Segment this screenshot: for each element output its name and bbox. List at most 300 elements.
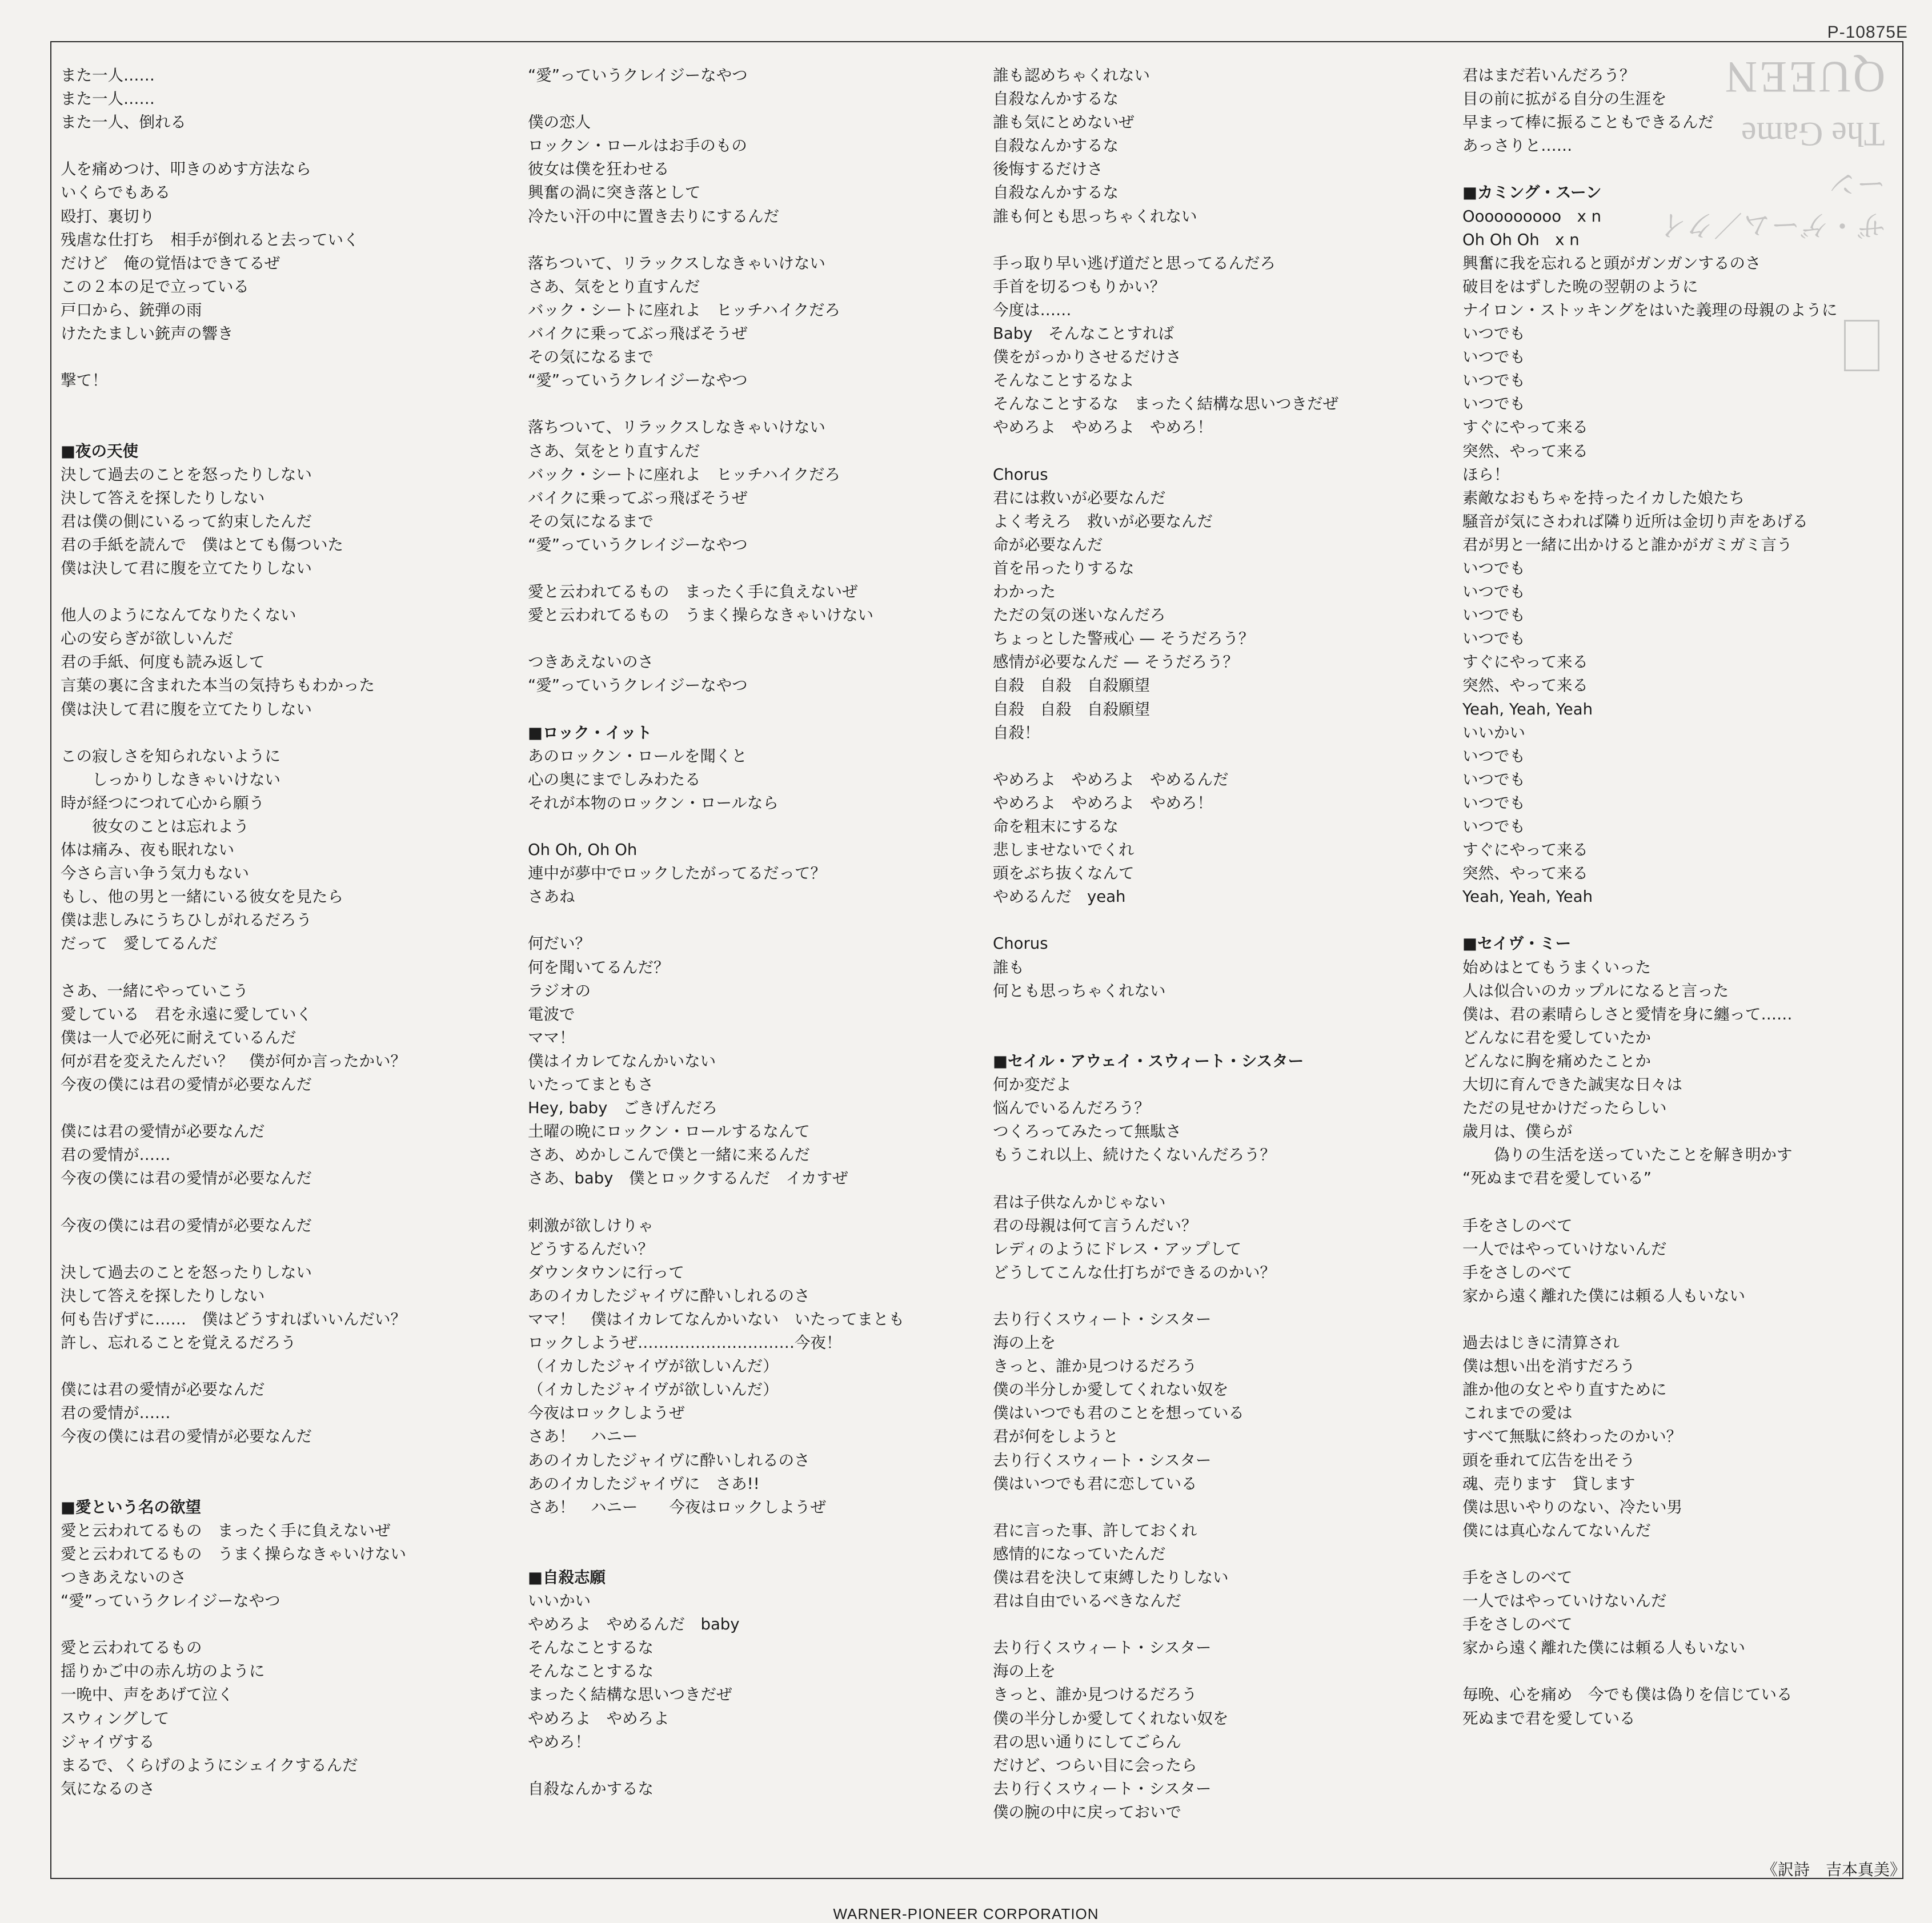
- lyric-line: 素敵なおもちゃを持ったイカした娘たち: [1462, 488, 1745, 507]
- lyric-line: 始めはとてもうまくいった: [1462, 958, 1651, 977]
- lyric-line: いいかい: [1462, 723, 1525, 742]
- lyric-line: 電波で: [528, 1005, 575, 1023]
- lyric-line: 僕の半分しか愛してくれない奴を: [993, 1709, 1229, 1728]
- ghost-band-name: QUEEN: [1722, 53, 1885, 102]
- lyric-line: 僕はいつでも君のことを想っている: [993, 1404, 1244, 1423]
- lyric-line: 海の上を: [993, 1662, 1056, 1681]
- lyric-line: いくらでもある: [61, 183, 171, 202]
- lyric-line: 何か変だよ: [993, 1075, 1072, 1094]
- lyric-line: だけど 俺の覚悟はできてるぜ: [61, 254, 280, 272]
- lyric-line: 心の奥にまでしみわたる: [528, 770, 701, 789]
- lyric-line: （イカしたジャイヴが欲しいんだ）: [528, 1357, 779, 1376]
- lyric-line: 騒音が気にさわれば隣り近所は金切り声をあげる: [1462, 512, 1808, 531]
- lyric-line: 死ぬまで君を愛している: [1462, 1709, 1636, 1728]
- lyric-line: 愛と云われてるもの うまく操らなきゃいけない: [61, 1544, 406, 1563]
- lyric-line: その気になるまで: [528, 348, 654, 367]
- stanza-break: [61, 134, 495, 158]
- lyric-line: つきあえないのさ: [61, 1568, 186, 1587]
- lyric-line: 誰も: [993, 958, 1024, 977]
- lyric-line: いつでも: [1462, 770, 1525, 789]
- lyric-line: わかった: [993, 583, 1056, 601]
- lyric-line: 君の思い通りにしてごらん: [993, 1732, 1181, 1751]
- lyric-line: ロックしようぜ…………………………今夜！: [528, 1334, 842, 1352]
- lyric-line: 戸口から、銃弾の雨: [61, 300, 202, 319]
- lyric-line: 今度は……: [993, 300, 1072, 319]
- lyric-line: バック・シートに座れよ ヒッチハイクだろ: [528, 465, 840, 484]
- lyric-line: 僕には君の愛情が必要なんだ: [61, 1122, 265, 1141]
- lyric-line: 感情的になっていたんだ: [993, 1544, 1166, 1563]
- lyric-line: 気になるのさ: [61, 1779, 155, 1798]
- stanza-break: [61, 1449, 495, 1472]
- stanza-break: [1462, 158, 1897, 181]
- lyric-line: 興奮の渦に突き落として: [528, 183, 701, 202]
- lyric-line: ロックン・ロールはお手のもの: [528, 137, 747, 155]
- lyric-line: 去り行くスウィート・シスター: [993, 1639, 1212, 1657]
- lyric-line: 許し、忘れることを覚えるだろう: [61, 1334, 296, 1352]
- lyric-line: ただの気の迷いなんだろ: [993, 606, 1166, 625]
- song-title: ■セイヴ・ミー: [1462, 934, 1572, 953]
- ghost-album-title-jp: ザ・ゲーム／クイーン: [1658, 167, 1885, 242]
- lyric-line: いつでも: [1462, 817, 1525, 836]
- lyric-line: どんなに君を愛していたか: [1462, 1028, 1651, 1047]
- lyric-line: 決して過去のことを怒ったりしない: [61, 1263, 312, 1282]
- lyric-line: 決して答えを探したりしない: [61, 1286, 265, 1305]
- lyric-line: 君の手紙、何度も読み返して: [61, 653, 265, 672]
- lyric-line: 言葉の裏に含まれた本当の気持ちもわかった: [61, 676, 375, 695]
- lyric-line: バック・シートに座れよ ヒッチハイクだろ: [528, 300, 840, 319]
- lyric-line: 他人のようになんてなりたくない: [61, 606, 296, 625]
- lyric-line: 命が必要なんだ: [993, 535, 1103, 554]
- lyric-line: レディのようにドレス・アップして: [993, 1239, 1242, 1258]
- lyric-line: これまでの愛は: [1462, 1404, 1573, 1423]
- stanza-break: [61, 1191, 495, 1214]
- lyric-line: 僕は決して君に腹を立てたりしない: [61, 559, 312, 577]
- lyric-line: 突然、やって来る: [1462, 864, 1588, 883]
- stanza-break: [528, 1754, 962, 1777]
- stanza-break: [528, 815, 962, 838]
- lyric-line: 心の安らぎが欲しいんだ: [61, 629, 234, 648]
- lyric-line: 君が男と一緒に出かけると誰かがガミガミ言う: [1462, 535, 1793, 554]
- lyric-line: 頭を垂れて広告を出そう: [1462, 1451, 1636, 1470]
- lyric-line: そんなことするな まったく結構な思いつきだぜ: [993, 395, 1338, 413]
- lyric-line: 愛と云われてるもの まったく手に負えないぜ: [528, 583, 858, 601]
- stanza-break: [1462, 1543, 1897, 1566]
- lyric-line: 彼女のことは忘れよう: [61, 817, 249, 836]
- lyric-line: いつでも: [1462, 348, 1525, 367]
- lyric-line: 僕には真心なんてないんだ: [1462, 1521, 1651, 1540]
- lyric-line: 去り行くスウィート・シスター: [993, 1779, 1212, 1798]
- lyric-line: やめろよ やめろよ やめろ！: [993, 418, 1213, 437]
- lyric-line: 僕はイカレてなんかいない: [528, 1051, 716, 1070]
- lyric-line: 彼女は僕を狂わせる: [528, 160, 670, 179]
- lyric-line: Yeah, Yeah, Yeah: [1462, 700, 1593, 718]
- lyric-line: 決して答えを探したりしない: [61, 488, 265, 507]
- stanza-break: [528, 1191, 962, 1214]
- lyric-line: いつでも: [1462, 395, 1525, 413]
- lyric-line: 今夜の僕には君の愛情が必要なんだ: [61, 1169, 312, 1188]
- stanza-break: [61, 1613, 495, 1636]
- lyric-line: 何が君を変えたんだい？ 僕が何か言ったかい？: [61, 1051, 406, 1070]
- ghost-album-title: The Game: [1741, 115, 1885, 153]
- lyric-line: どうするんだい？: [528, 1239, 654, 1258]
- lyric-line: 誰も気にとめないぜ: [993, 113, 1135, 132]
- lyric-line: （イカしたジャイヴが欲しいんだ）: [528, 1380, 779, 1399]
- lyric-line: “愛”っていうクレイジーなやつ: [61, 1592, 280, 1611]
- lyric-line: 人を痛めつけ、叩きのめす方法なら: [61, 160, 311, 179]
- song-title: ■ロック・イット: [528, 723, 652, 742]
- lyric-line: 愛と云われてるもの うまく操らなきゃいけない: [528, 606, 873, 625]
- lyric-line: そんなことするなよ: [993, 371, 1135, 390]
- lyric-line: いつでも: [1462, 583, 1525, 601]
- lyric-line: ジャイヴする: [61, 1732, 155, 1751]
- lyric-line: 一人ではやっていけないんだ: [1462, 1592, 1667, 1611]
- lyric-line: 自殺なんかするな: [528, 1779, 654, 1798]
- lyric-line: どうしてこんな仕打ちができるのかい？: [993, 1263, 1276, 1282]
- lyric-line: 僕の半分しか愛してくれない奴を: [993, 1380, 1229, 1399]
- stanza-break: [993, 228, 1427, 252]
- lyric-line: この２本の足で立っている: [61, 277, 249, 296]
- lyric-line: 後悔するだけさ: [993, 160, 1103, 179]
- lyric-line: 冷たい汗の中に置き去りにするんだ: [528, 207, 779, 226]
- lyric-line: いいかい: [528, 1592, 591, 1611]
- lyric-line: 誰も何とも思っちゃくれない: [993, 207, 1197, 226]
- lyric-line: さあ、めかしこんで僕と一緒に来るんだ: [528, 1146, 810, 1165]
- lyric-line: 自殺 自殺 自殺願望: [993, 700, 1150, 718]
- lyric-line: 僕の恋人: [528, 113, 591, 132]
- stanza-break: [993, 1284, 1427, 1308]
- lyric-line: ラジオの: [528, 981, 591, 1000]
- lyric-line: 今夜はロックしようぜ: [528, 1404, 685, 1423]
- lyric-line: ママ！: [528, 1028, 575, 1047]
- lyric-line: あのイカしたジャイヴに酔いしれるのさ: [528, 1286, 810, 1305]
- lyric-line: 自殺なんかするな: [993, 183, 1119, 202]
- lyric-line: 悲しませないでくれ: [993, 841, 1135, 860]
- lyric-line: また一人……: [61, 90, 155, 109]
- stanza-break: [61, 1472, 495, 1496]
- lyric-line: 過去はじきに清算され: [1462, 1334, 1620, 1352]
- lyric-line: 海の上を: [993, 1334, 1056, 1352]
- stanza-break: [528, 698, 962, 721]
- lyric-line: 人は似合いのカップルになると言った: [1462, 981, 1729, 1000]
- lyric-line: ママ！ 僕はイカレてなんかいない いたってまとも: [528, 1310, 905, 1328]
- stanza-break: [1462, 1660, 1897, 1683]
- lyric-line: 毎晩、心を痛め 今でも僕は偽りを信じている: [1462, 1685, 1793, 1704]
- lyric-line: やめろよ やめろよ: [528, 1709, 670, 1728]
- lyric-line: 歳月は、僕らが: [1462, 1122, 1573, 1141]
- lyric-line: 興奮に我を忘れると頭がガンガンするのさ: [1462, 254, 1761, 272]
- lyric-line: 君の愛情が……: [61, 1404, 171, 1423]
- stanza-break: [61, 416, 495, 439]
- lyrics-column-4: [1462, 64, 1897, 1731]
- lyric-line: やめろよ やめるんだ baby: [528, 1615, 740, 1634]
- lyric-line: 自殺！: [993, 723, 1040, 742]
- lyric-line: さあね: [528, 888, 575, 906]
- stanza-break: [528, 1519, 962, 1543]
- song-title: ■夜の天使: [61, 441, 138, 460]
- lyric-line: いつでも: [1462, 746, 1525, 765]
- lyric-line: Baby そんなことすれば: [993, 324, 1174, 343]
- lyric-line: ほら！: [1462, 465, 1510, 484]
- lyric-line: 君はまだ若いんだろう？: [1462, 66, 1636, 85]
- lyric-line: 僕は決して君に腹を立てたりしない: [61, 700, 312, 718]
- stanza-break: [993, 745, 1427, 768]
- lyric-line: 手をさしのべて: [1462, 1615, 1573, 1634]
- stanza-break: [61, 1238, 495, 1261]
- stanza-break: [1462, 1191, 1897, 1214]
- stanza-break: [61, 721, 495, 745]
- lyric-line: 何とも思っちゃくれない: [993, 981, 1166, 1000]
- lyric-line: いつでも: [1462, 371, 1525, 390]
- lyric-line: 悩んでいるんだろう？: [993, 1099, 1150, 1118]
- song-title: ■セイル・アウェイ・スウィート・シスター: [993, 1051, 1304, 1070]
- lyric-line: 一晩中、声をあげて泣く: [61, 1685, 234, 1704]
- lyric-line: しっかりしなきゃいけない: [61, 770, 280, 789]
- lyric-line: さあ、一緒にやっていこう: [61, 981, 248, 1000]
- lyric-line: 去り行くスウィート・シスター: [993, 1310, 1212, 1328]
- stanza-break: [61, 392, 495, 416]
- stanza-break: [528, 87, 962, 111]
- lyric-line: 何だい？: [528, 934, 591, 953]
- lyric-line: 自殺 自殺 自殺願望: [993, 676, 1150, 695]
- lyric-line: 手をさしのべて: [1462, 1263, 1573, 1282]
- lyric-line: さあ、気をとり直すんだ: [528, 277, 700, 296]
- stanza-break: [1462, 1308, 1897, 1331]
- lyric-line: それが本物のロックン・ロールなら: [528, 793, 779, 812]
- lyric-line: いつでも: [1462, 559, 1525, 577]
- lyric-line: 突然、やって来る: [1462, 676, 1588, 695]
- lyric-line: 大切に育んできた誠実な日々は: [1462, 1075, 1682, 1094]
- lyric-line: 残虐な仕打ち 相手が倒れると去っていく: [61, 230, 359, 249]
- lyric-line: 手っ取り早い逃げ道だと思ってるんだろ: [993, 254, 1276, 272]
- lyric-line: いつでも: [1462, 324, 1525, 343]
- lyric-line: 落ちついて、リラックスしなきゃいけない: [528, 254, 825, 272]
- lyric-line: そんなことするな: [528, 1639, 654, 1657]
- lyric-line: つくろってみたって無駄さ: [993, 1122, 1181, 1141]
- lyric-line: スウィングして: [61, 1709, 170, 1728]
- lyric-line: 土曜の晩にロックン・ロールするなんて: [528, 1122, 810, 1141]
- song-title: ■カミング・スーン: [1462, 183, 1602, 202]
- lyric-line: ダウンタウンに行って: [528, 1263, 684, 1282]
- lyric-line: だって 愛してるんだ: [61, 934, 218, 953]
- lyric-line: 魂、売ります 貸します: [1462, 1474, 1636, 1493]
- lyric-line: 刺激が欲しけりゃ: [528, 1216, 654, 1235]
- lyric-line: さあ！ ハニー: [528, 1427, 638, 1446]
- stanza-break: [993, 1167, 1427, 1190]
- stanza-break: [61, 346, 495, 369]
- stanza-break: [993, 1613, 1427, 1636]
- lyric-line: 頭をぶち抜くなんて: [993, 864, 1135, 883]
- lyric-line: 君は子供なんかじゃない: [993, 1193, 1166, 1211]
- lyric-line: ナイロン・ストッキングをはいた義理の母親のように: [1462, 300, 1838, 319]
- lyric-line: 手首を切るつもりかい？: [993, 277, 1166, 296]
- lyric-line: 決して過去のことを怒ったりしない: [61, 465, 312, 484]
- lyric-line: いたってまともさ: [528, 1075, 654, 1094]
- lyric-line: 君には救いが必要なんだ: [993, 488, 1166, 507]
- lyric-line: また一人……: [61, 66, 155, 85]
- lyric-line: その気になるまで: [528, 512, 654, 531]
- lyrics-column-2: [528, 64, 962, 1801]
- stanza-break: [993, 1026, 1427, 1050]
- lyric-line: 自殺なんかするな: [993, 137, 1119, 155]
- lyric-line: そんなことするな: [528, 1662, 654, 1681]
- lyric-line: 今夜の僕には君の愛情が必要なんだ: [61, 1427, 312, 1446]
- lyric-line: 君の母親は何て言うんだい？: [993, 1216, 1197, 1235]
- lyrics-column-3: [993, 64, 1427, 1824]
- lyric-line: すぐにやって来る: [1462, 418, 1588, 437]
- stanza-break: [528, 392, 962, 416]
- lyric-line: 突然、やって来る: [1462, 441, 1588, 460]
- stanza-break: [61, 1097, 495, 1120]
- lyric-line: 君に言った事、許しておくれ: [993, 1521, 1197, 1540]
- stanza-break: [61, 1355, 495, 1378]
- stanza-break: [993, 440, 1427, 463]
- lyric-line: 誰か他の女とやり直すために: [1462, 1380, 1667, 1399]
- stanza-break: [528, 557, 962, 580]
- lyric-line: Chorus: [993, 934, 1048, 953]
- lyric-line: 今夜の僕には君の愛情が必要なんだ: [61, 1216, 312, 1235]
- lyric-line: Yeah, Yeah, Yeah: [1462, 888, 1593, 906]
- lyric-line: まるで、くらげのようにシェイクするんだ: [61, 1756, 358, 1775]
- lyric-line: 僕は想い出を消すだろう: [1462, 1357, 1636, 1376]
- lyric-line: あのイカしたジャイヴに酔いしれるのさ: [528, 1451, 810, 1470]
- lyric-line: きっと、誰か見つけるだろう: [993, 1685, 1197, 1704]
- lyric-line: やめろよ やめろよ やめるんだ: [993, 770, 1229, 789]
- lyric-line: “愛”っていうクレイジーなやつ: [528, 535, 748, 554]
- lyric-line: すぐにやって来る: [1462, 841, 1588, 860]
- lyric-line: 一人ではやっていけないんだ: [1462, 1239, 1667, 1258]
- lyric-line: もし、他の男と一緒にいる彼女を見たら: [61, 888, 343, 906]
- lyric-line: 何を聞いてるんだ？: [528, 958, 670, 977]
- lyric-line: Oh Oh, Oh Oh: [528, 841, 638, 860]
- lyric-line: Oh Oh Oh x n: [1462, 230, 1580, 249]
- lyric-line: ただの見せかけだったらしい: [1462, 1099, 1667, 1118]
- lyric-line: よく考えろ 救いが必要なんだ: [993, 512, 1213, 531]
- lyric-line: “愛”っていうクレイジーなやつ: [528, 371, 748, 390]
- lyric-line: バイクに乗ってぶっ飛ばそうぜ: [528, 324, 748, 343]
- publisher-footer: WARNER-PIONEER CORPORATION: [833, 1905, 1099, 1922]
- lyric-line: Chorus: [993, 465, 1048, 484]
- lyric-line: 今夜の僕には君の愛情が必要なんだ: [61, 1075, 312, 1094]
- catalog-number: P-10875E: [1827, 23, 1908, 42]
- lyric-line: やめろ！: [528, 1732, 591, 1751]
- lyric-line: もうこれ以上、続けたくないんだろう？: [993, 1146, 1276, 1165]
- lyric-line: 愛と云われてるもの まったく手に負えないぜ: [61, 1521, 391, 1540]
- lyric-line: あのロックン・ロールを聞くと: [528, 746, 747, 765]
- lyric-line: 僕には君の愛情が必要なんだ: [61, 1380, 265, 1399]
- lyric-line: 手をさしのべて: [1462, 1216, 1573, 1235]
- lyric-line: 僕は、君の素晴らしさと愛情を身に纏って……: [1462, 1005, 1793, 1023]
- lyric-line: 家から遠く離れた僕には頼る人もいない: [1462, 1639, 1745, 1657]
- lyric-line: 君が何をしようと: [993, 1427, 1119, 1446]
- lyric-line: 愛と云われてるもの: [61, 1639, 202, 1657]
- lyric-line: つきあえないのさ: [528, 653, 654, 672]
- lyric-line: あのイカしたジャイヴに さあ!!: [528, 1474, 760, 1493]
- stanza-break: [1462, 909, 1897, 932]
- lyric-line: けたたましい銃声の響き: [61, 324, 234, 343]
- lyric-line: 君は自由でいるべきなんだ: [993, 1592, 1181, 1611]
- lyric-line: 愛している 君を永遠に愛していく: [61, 1005, 312, 1023]
- song-title: ■自殺志願: [528, 1568, 606, 1587]
- lyric-line: 感情が必要なんだ — そうだろう？: [993, 653, 1238, 672]
- lyric-line: きっと、誰か見つけるだろう: [993, 1357, 1197, 1376]
- lyric-line: “愛”っていうクレイジーなやつ: [528, 66, 748, 85]
- lyric-line: “愛”っていうクレイジーなやつ: [528, 676, 748, 695]
- lyric-line: 僕は君を決して束縛したりしない: [993, 1568, 1229, 1587]
- lyric-line: さあ！ ハニー 今夜はロックしようぜ: [528, 1498, 826, 1516]
- lyric-line: また一人、倒れる: [61, 113, 186, 132]
- stanza-break: [528, 228, 962, 252]
- lyric-line: 僕はいつでも君に恋している: [993, 1474, 1197, 1493]
- lyric-line: 撃て！: [61, 371, 108, 390]
- stanza-break: [528, 627, 962, 651]
- song-title: ■愛という名の欲望: [61, 1498, 201, 1516]
- stanza-break: [61, 956, 495, 979]
- translator-credit: 《訳詩 吉本真美》: [1761, 1860, 1906, 1879]
- stanza-break: [993, 1003, 1427, 1026]
- lyric-line: さあ、気をとり直すんだ: [528, 441, 700, 460]
- stanza-break: [528, 1543, 962, 1566]
- lyric-line: 首を吊ったりするな: [993, 559, 1135, 577]
- lyric-line: 偽りの生活を送っていたことを解き明かす: [1462, 1146, 1793, 1165]
- stanza-break: [61, 580, 495, 604]
- lyric-line: 自殺なんかするな: [993, 90, 1119, 109]
- lyric-line: 揺りかご中の赤ん坊のように: [61, 1662, 265, 1681]
- lyric-line: 時が経つにつれて心から願う: [61, 793, 264, 812]
- lyric-line: ちょっとした警戒心 — そうだろう？: [993, 629, 1254, 648]
- lyric-line: 体は痛み、夜も眠れない: [61, 841, 235, 860]
- lyric-line: 誰も認めちゃくれない: [993, 66, 1150, 85]
- lyric-line: 今さら言い争う気力もない: [61, 864, 249, 883]
- lyric-line: まったく結構な思いつきだぜ: [528, 1685, 732, 1704]
- lyric-line: 僕は悲しみにうちひしがれるだろう: [61, 911, 312, 930]
- lyric-line: 目の前に拡がる自分の生涯を: [1462, 90, 1667, 109]
- lyric-line: やめろよ やめろよ やめろ！: [993, 793, 1213, 812]
- lyric-line: 君の手紙を読んで 僕はとても傷ついた: [61, 535, 343, 554]
- lyric-line: いつでも: [1462, 793, 1525, 812]
- lyric-line: 落ちついて、リラックスしなきゃいけない: [528, 418, 825, 437]
- lyric-line: 破目をはずした晩の翌朝のように: [1462, 277, 1698, 296]
- stanza-break: [528, 909, 962, 932]
- lyric-line: 手をさしのべて: [1462, 1568, 1573, 1587]
- lyric-line: 去り行くスウィート・シスター: [993, 1451, 1212, 1470]
- lyric-line: あっさりと……: [1462, 137, 1573, 155]
- lyric-line: 早まって棒に振ることもできるんだ: [1462, 113, 1714, 132]
- lyrics-column-1: [61, 64, 495, 1801]
- lyric-line: 君の愛情が……: [61, 1146, 171, 1165]
- lyric-line: 殴打、裏切り: [61, 207, 155, 226]
- stanza-break: [993, 1496, 1427, 1519]
- lyric-line: 僕は思いやりのない、冷たい男: [1462, 1498, 1682, 1516]
- lyric-line: 僕をがっかりさせるだけさ: [993, 348, 1181, 367]
- lyric-line: 何も告げずに…… 僕はどうすればいいんだい？: [61, 1310, 406, 1328]
- lyric-line: 連中が夢中でロックしたがってるだって？: [528, 864, 826, 883]
- lyric-line: さあ、baby 僕とロックするんだ イカすぜ: [528, 1169, 848, 1188]
- lyric-line: 君は僕の側にいるって約束したんだ: [61, 512, 312, 531]
- lyric-line: Oooooooooo x n: [1462, 207, 1602, 226]
- lyric-line: どんなに胸を痛めたことか: [1462, 1051, 1651, 1070]
- lyric-line: 命を粗末にするな: [993, 817, 1119, 836]
- lyric-line: すぐにやって来る: [1462, 653, 1588, 672]
- lyric-line: バイクに乗ってぶっ飛ばそうぜ: [528, 488, 748, 507]
- lyric-line: この寂しさを知られないように: [61, 746, 280, 765]
- lyric-line: すべて無駄に終わったのかい？: [1462, 1427, 1682, 1446]
- lyric-line: やめるんだ yeah: [993, 888, 1126, 906]
- lyric-line: “死ぬまで君を愛している”: [1462, 1169, 1652, 1188]
- stanza-break: [993, 909, 1427, 932]
- lyric-line: Hey, baby ごきげんだろ: [528, 1099, 718, 1118]
- lyric-line: 僕は一人で必死に耐えているんだ: [61, 1028, 296, 1047]
- lyric-line: だけど、つらい目に会ったら: [993, 1756, 1197, 1775]
